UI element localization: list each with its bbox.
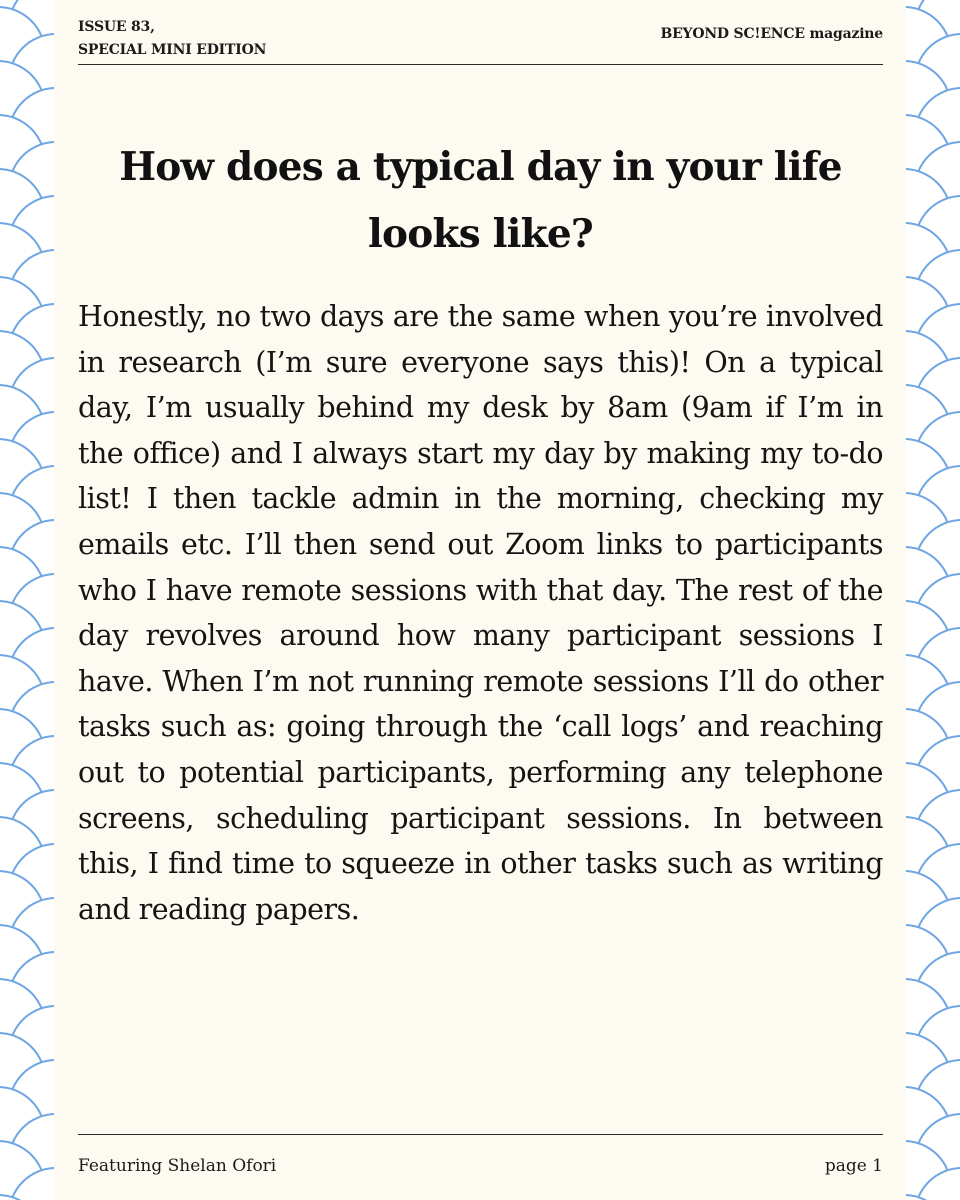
- issue-info: [78, 16, 266, 62]
- footer-divider: [78, 1134, 883, 1135]
- page-header: [78, 16, 883, 64]
- right-decorative-border: [906, 0, 960, 1200]
- article-title: How does a typical day in your life looks like?: [119, 144, 842, 257]
- magazine-name: BEYOND SC!ENCE magazine: [660, 26, 883, 42]
- left-decorative-border: [0, 0, 54, 1200]
- page-content: [78, 0, 883, 1200]
- featuring-credit: Featuring Shelan Ofori: [78, 1156, 277, 1176]
- issue-number: ISSUE 83,: [78, 19, 155, 35]
- article-body: Honestly, no two days are the same when you’re involved in research (I’m sure everyone says this)! On a typical day, I’m usually behind my desk by 8am (9am if I’m in the office) and I always start my day by making my to-do list! I then tackle admin in the morning, checking my emails etc. I’ll then send out Zoom links to participants who I have remote sessions with that day. The rest of the day revolves around how many participant sessions I have. When I’m not running remote sessions I’ll do other tasks such as: going through the ‘call logs’ and reaching out to potential participants, performing any telephone screens, scheduling participant sessions. In between this, I find time to squeeze in other tasks such as writing and reading papers.: [78, 300, 883, 926]
- page-number: page 1: [824, 1156, 883, 1176]
- edition-label: SPECIAL MINI EDITION: [78, 42, 267, 58]
- header-divider: [78, 64, 883, 65]
